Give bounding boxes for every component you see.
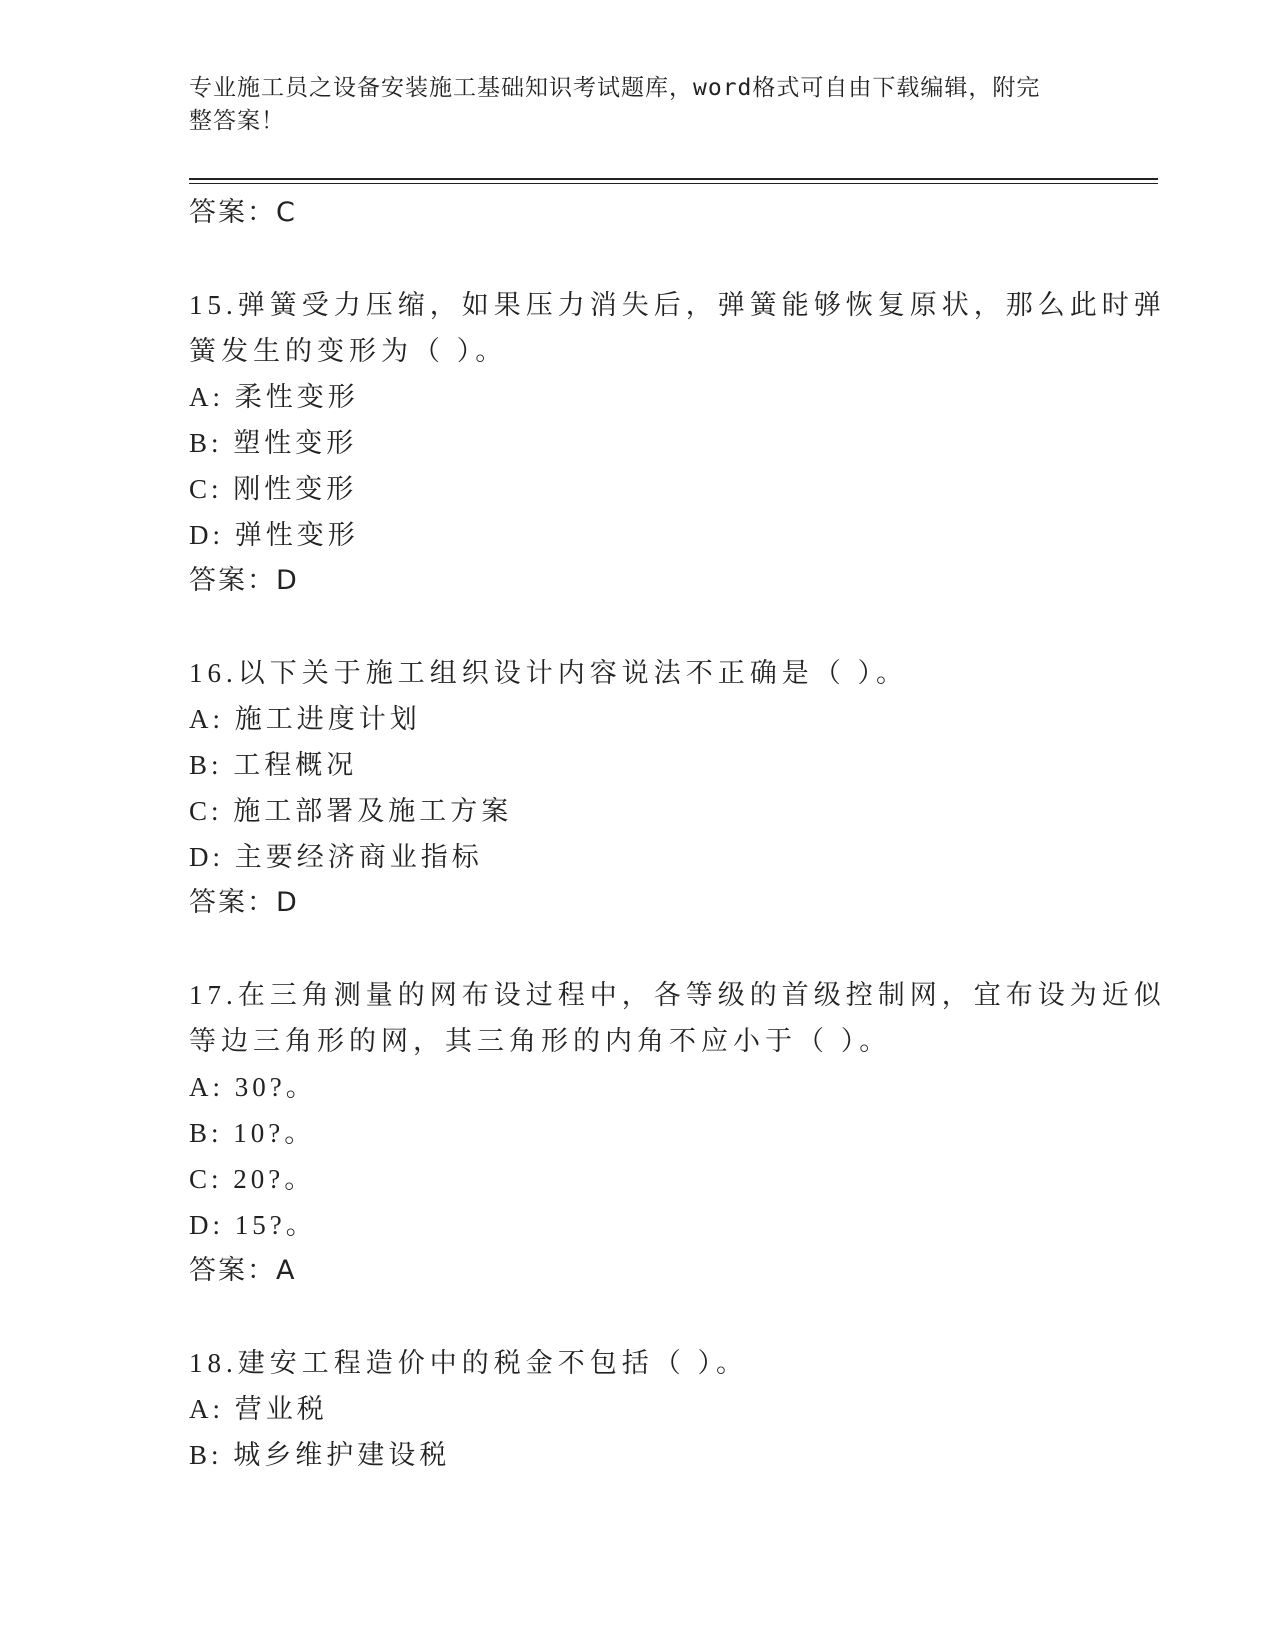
option-b: B: 城乡维护建设税	[189, 1440, 451, 1470]
question-stem-cont: 簧发生的变形为（ ）。	[189, 336, 508, 366]
option-a: A: 营业税	[189, 1394, 328, 1424]
question-stem: 15.弹簧受力压缩，如果压力消失后，弹簧能够恢复原状，那么此时弹	[189, 290, 1166, 320]
question-stem-cont: 等边三角形的网，其三角形的内角不应小于（ ）。	[189, 1026, 892, 1056]
question-15	[189, 282, 1166, 604]
spacer	[189, 236, 1089, 282]
spacer	[189, 926, 1089, 972]
option-b: B: 塑性变形	[189, 428, 358, 458]
question-16	[189, 650, 1089, 926]
answer-previous: 答案：C	[189, 197, 297, 228]
question-stem: 18.建安工程造价中的税金不包括（ ）。	[189, 1348, 748, 1378]
option-b: B: 10?。	[189, 1118, 316, 1148]
option-b: B: 工程概况	[189, 750, 358, 780]
question-stem: 17.在三角测量的网布设过程中，各等级的首级控制网，宜布设为近似	[189, 980, 1166, 1010]
header-divider-thin	[189, 183, 1158, 184]
option-d: D: 弹性变形	[189, 520, 359, 550]
option-a: A: 柔性变形	[189, 382, 359, 412]
question-stem: 16.以下关于施工组织设计内容说法不正确是（ ）。	[189, 658, 908, 688]
spacer	[189, 1294, 1089, 1340]
option-d: D: 15?。	[189, 1210, 317, 1240]
header-line-1: 专业施工员之设备安装施工基础知识考试题库，word格式可自由下载编辑，附完	[189, 75, 1041, 101]
option-c: C: 刚性变形	[189, 474, 358, 504]
option-c: C: 施工部署及施工方案	[189, 796, 513, 826]
option-a: A: 30?。	[189, 1072, 317, 1102]
option-c: C: 20?。	[189, 1164, 316, 1194]
question-18	[189, 1340, 1089, 1478]
option-a: A: 施工进度计划	[189, 704, 421, 734]
header-line-2: 整答案！	[189, 108, 285, 134]
spacer	[189, 604, 1089, 650]
question-17	[189, 972, 1166, 1294]
header-divider-thick	[189, 178, 1158, 180]
option-d: D: 主要经济商业指标	[189, 842, 483, 872]
question-content	[189, 190, 1166, 1478]
answer: 答案：A	[189, 1255, 297, 1286]
answer: 答案：D	[189, 565, 299, 596]
answer: 答案：D	[189, 887, 299, 918]
document-header	[189, 72, 1069, 138]
